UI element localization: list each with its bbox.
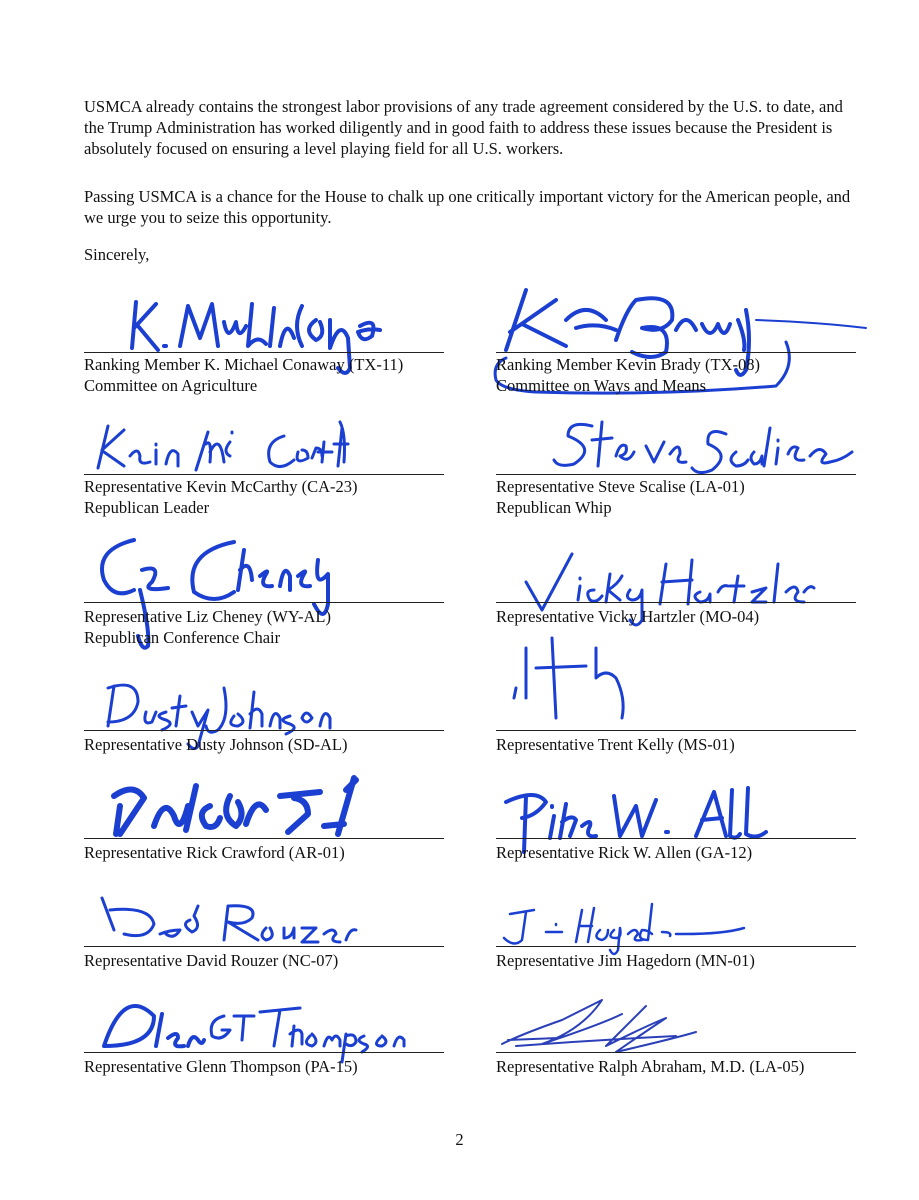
signature-conaway [84,290,444,360]
signatory-name-abraham: Representative Ralph Abraham, M.D. (LA-05) [496,1057,805,1076]
signatory-name-thompson: Representative Glenn Thompson (PA-15) [84,1057,358,1076]
signatory-name-hartzler: Representative Vicky Hartzler (MO-04) [496,607,760,626]
signatory-title-conaway: Committee on Agriculture [84,376,258,395]
signatory-name-conaway: Ranking Member K. Michael Conaway (TX-11) [84,355,404,374]
signatory-name-brady: Ranking Member Kevin Brady (TX-08) [496,355,760,374]
paragraph-2: Passing USMCA is a chance for the House to chalk up one critically important victory for the American people, and we urge you to seize this opportunity. [84,187,851,227]
signature-crawford [84,766,444,846]
signatory-name-cheney: Representative Liz Cheney (WY-AL) [84,607,331,626]
signature-mccarthy [84,412,444,482]
signatory-title-mccarthy: Republican Leader [84,498,210,517]
signatory-name-crawford: Representative Rick Crawford (AR-01) [84,843,345,862]
signatory-name-scalise: Representative Steve Scalise (LA-01) [496,477,745,496]
signatory-title-scalise: Republican Whip [496,498,612,517]
signature-johnson [84,668,444,738]
closing: Sincerely, [84,245,150,264]
signatory-name-mccarthy: Representative Kevin McCarthy (CA-23) [84,477,358,496]
signatory-name-allen: Representative Rick W. Allen (GA-12) [496,843,753,862]
signatory-name-kelly: Representative Trent Kelly (MS-01) [496,735,735,754]
signatory-name-hagedorn: Representative Jim Hagedorn (MN-01) [496,951,755,970]
signatory-title-brady: Committee on Ways and Means [496,376,707,395]
signatory-name-johnson: Representative Dusty Johnson (SD-AL) [84,735,348,754]
signature-kelly [496,638,856,738]
paragraph-1: USMCA already contains the strongest labor provisions of any trade agreement considered by the U.S. to date, and the Trump Administration has worked diligently and in good faith to address these issues because the President is absolutely focused on ensuring a level playing field for all U.S. workers. [84,97,843,158]
signatory-name-rouzer: Representative David Rouzer (NC-07) [84,951,339,970]
signatory-title-cheney: Republican Conference Chair [84,628,281,647]
page-number: 2 [455,1130,464,1149]
